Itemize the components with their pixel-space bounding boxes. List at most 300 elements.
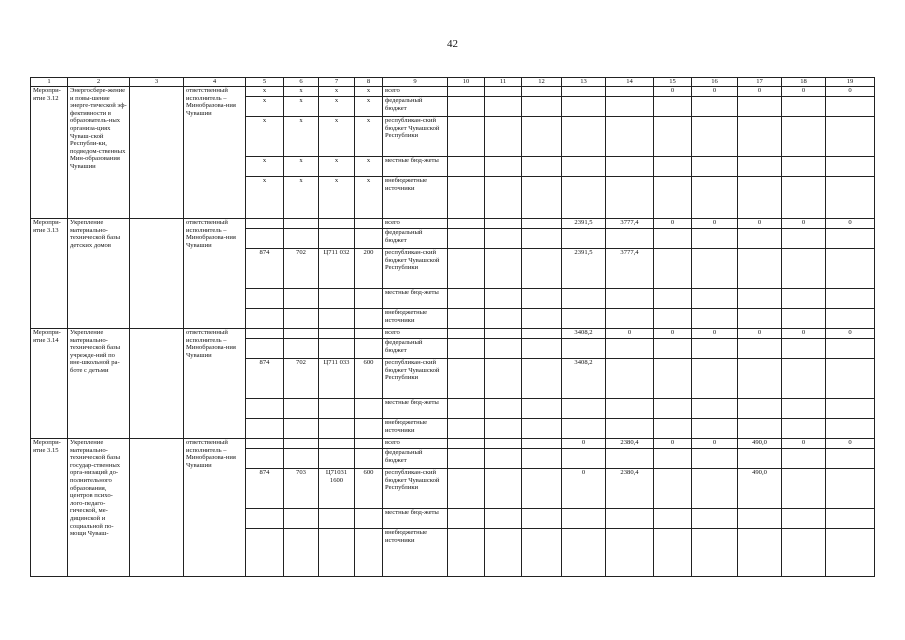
value-cell — [782, 97, 826, 117]
budget-code-cell — [284, 289, 319, 309]
budget-code-cell: x — [284, 87, 319, 97]
budget-code-cell: 874 — [246, 249, 284, 289]
budget-code-cell — [284, 399, 319, 419]
value-cell: 0 — [562, 469, 606, 509]
budget-code-cell: x — [246, 177, 284, 219]
value-cell — [485, 419, 522, 439]
budget-code-cell: 600 — [355, 469, 383, 509]
value-cell — [782, 419, 826, 439]
value-cell — [654, 177, 692, 219]
funding-source: федеральный бюджет — [383, 97, 448, 117]
funding-source: внебюджетные источники — [383, 177, 448, 219]
value-cell — [692, 529, 738, 577]
value-cell — [448, 177, 485, 219]
value-cell — [606, 289, 654, 309]
value-cell — [692, 449, 738, 469]
value-cell — [522, 339, 562, 359]
budget-code-cell — [246, 309, 284, 329]
funding-source: республикан-ский бюджет Чувашской Республики — [383, 469, 448, 509]
budget-code-cell — [355, 219, 383, 229]
value-cell — [522, 419, 562, 439]
value-cell — [448, 289, 485, 309]
value-cell — [562, 117, 606, 157]
budget-code-cell — [284, 339, 319, 359]
budget-code-cell — [355, 529, 383, 577]
value-cell — [738, 97, 782, 117]
column-number: 8 — [355, 78, 383, 87]
measure-id: Меропри-ятие 3.15 — [31, 439, 68, 577]
executor: ответственный исполнитель – Минобразова-ния Чувашии — [184, 439, 246, 577]
budget-code-cell — [246, 289, 284, 309]
budget-code-cell — [246, 439, 284, 449]
budget-code-cell — [319, 219, 355, 229]
value-cell — [654, 157, 692, 177]
value-cell — [522, 219, 562, 229]
value-cell — [448, 359, 485, 399]
funding-source: республикан-ский бюджет Чувашской Республики — [383, 359, 448, 399]
budget-code-cell: x — [319, 117, 355, 157]
value-cell — [485, 229, 522, 249]
measure-row — [31, 219, 875, 229]
budget-code-cell — [319, 419, 355, 439]
budget-code-cell — [355, 339, 383, 359]
value-cell — [826, 177, 875, 219]
budget-code-cell — [246, 399, 284, 419]
value-cell — [826, 97, 875, 117]
budget-code-cell — [284, 309, 319, 329]
value-cell — [692, 97, 738, 117]
value-cell — [485, 529, 522, 577]
value-cell — [826, 509, 875, 529]
column-number: 17 — [738, 78, 782, 87]
budget-code-cell: x — [319, 97, 355, 117]
value-cell: 0 — [562, 439, 606, 449]
budget-code-cell: x — [284, 117, 319, 157]
budget-code-cell — [319, 439, 355, 449]
budget-code-cell — [284, 509, 319, 529]
value-cell — [448, 117, 485, 157]
budget-code-cell: x — [319, 87, 355, 97]
column-number: 14 — [606, 78, 654, 87]
value-cell — [448, 329, 485, 339]
value-cell — [485, 97, 522, 117]
value-cell — [485, 309, 522, 329]
value-cell — [485, 439, 522, 449]
value-cell: 2380,4 — [606, 439, 654, 449]
value-cell — [562, 87, 606, 97]
budget-code-cell — [284, 439, 319, 449]
budget-code-cell — [319, 229, 355, 249]
budget-code-cell — [246, 419, 284, 439]
value-cell — [485, 177, 522, 219]
budget-code-cell — [319, 399, 355, 419]
value-cell — [692, 419, 738, 439]
budget-code-cell — [355, 289, 383, 309]
value-cell — [738, 339, 782, 359]
budget-code-cell — [355, 509, 383, 529]
funding-source: местные бюд-жеты — [383, 289, 448, 309]
value-cell — [826, 309, 875, 329]
value-cell — [782, 399, 826, 419]
value-cell — [606, 97, 654, 117]
value-cell — [692, 309, 738, 329]
budget-code-cell — [355, 449, 383, 469]
budget-code-cell: 702 — [284, 359, 319, 399]
value-cell — [522, 249, 562, 289]
value-cell — [562, 97, 606, 117]
value-cell — [826, 339, 875, 359]
value-cell — [692, 229, 738, 249]
column-number: 1 — [31, 78, 68, 87]
value-cell — [522, 177, 562, 219]
value-cell — [485, 399, 522, 419]
budget-code-cell — [319, 449, 355, 469]
value-cell — [606, 399, 654, 419]
value-cell: 0 — [826, 219, 875, 229]
budget-code-cell — [246, 509, 284, 529]
value-cell — [654, 117, 692, 157]
budget-code-cell: x — [355, 87, 383, 97]
value-cell — [606, 177, 654, 219]
value-cell — [606, 449, 654, 469]
value-cell — [448, 439, 485, 449]
value-cell — [738, 399, 782, 419]
budget-code-cell: Ц711 033 — [319, 359, 355, 399]
budget-code-cell — [284, 529, 319, 577]
column-number: 9 — [383, 78, 448, 87]
value-cell — [448, 469, 485, 509]
budget-code-cell — [355, 419, 383, 439]
budget-code-cell: x — [284, 97, 319, 117]
value-cell — [562, 177, 606, 219]
funding-source: федеральный бюджет — [383, 449, 448, 469]
value-cell — [522, 309, 562, 329]
value-cell — [738, 229, 782, 249]
value-cell — [606, 87, 654, 97]
budget-code-cell — [284, 219, 319, 229]
funding-source: внебюджетные источники — [383, 309, 448, 329]
value-cell: 2380,4 — [606, 469, 654, 509]
value-cell — [448, 449, 485, 469]
value-cell — [782, 359, 826, 399]
value-cell — [522, 157, 562, 177]
value-cell — [738, 449, 782, 469]
value-cell — [826, 157, 875, 177]
budget-code-cell — [355, 229, 383, 249]
value-cell — [522, 399, 562, 419]
measure-id: Меропри-ятие 3.12 — [31, 87, 68, 219]
value-cell — [448, 399, 485, 419]
measure-id: Меропри-ятие 3.13 — [31, 219, 68, 329]
value-cell — [826, 529, 875, 577]
value-cell: 0 — [654, 329, 692, 339]
value-cell — [826, 359, 875, 399]
budget-code-cell — [246, 229, 284, 249]
column-number: 7 — [319, 78, 355, 87]
value-cell — [606, 509, 654, 529]
column-number: 4 — [184, 78, 246, 87]
value-cell — [654, 419, 692, 439]
participants-cell — [130, 439, 184, 577]
value-cell — [485, 339, 522, 359]
funding-source: республикан-ский бюджет Чувашской Республики — [383, 249, 448, 289]
page-number: 42 — [447, 38, 458, 50]
executor: ответственный исполнитель – Минобразова-ния Чувашии — [184, 219, 246, 329]
value-cell — [826, 469, 875, 509]
value-cell — [606, 529, 654, 577]
value-cell: 0 — [692, 219, 738, 229]
value-cell — [522, 449, 562, 469]
budget-code-cell — [319, 339, 355, 359]
value-cell — [485, 289, 522, 309]
value-cell — [448, 229, 485, 249]
measure-id: Меропри-ятие 3.14 — [31, 329, 68, 439]
budget-code-cell: 600 — [355, 359, 383, 399]
measure-name: Укрепление материально-технической базы детских домов — [68, 219, 130, 329]
value-cell — [782, 449, 826, 469]
budget-code-cell: 702 — [284, 249, 319, 289]
value-cell — [522, 329, 562, 339]
value-cell — [448, 87, 485, 97]
value-cell — [738, 117, 782, 157]
budget-code-cell: x — [284, 177, 319, 219]
budget-code-cell: x — [355, 117, 383, 157]
value-cell — [738, 529, 782, 577]
column-number: 19 — [826, 78, 875, 87]
value-cell: 0 — [692, 87, 738, 97]
value-cell: 0 — [692, 329, 738, 339]
measure-name: Укрепление материально-технической базы учрежде-ний по вне-школьной ра-боте с детьми — [68, 329, 130, 439]
value-cell: 0 — [606, 329, 654, 339]
value-cell — [448, 509, 485, 529]
executor: ответственный исполнитель – Минобразова-ния Чувашии — [184, 329, 246, 439]
budget-code-cell: 874 — [246, 359, 284, 399]
value-cell — [826, 419, 875, 439]
column-number: 15 — [654, 78, 692, 87]
value-cell — [738, 419, 782, 439]
value-cell — [485, 249, 522, 289]
budget-code-cell — [355, 439, 383, 449]
value-cell — [738, 177, 782, 219]
column-number: 11 — [485, 78, 522, 87]
value-cell — [692, 289, 738, 309]
funding-source: местные бюд-жеты — [383, 399, 448, 419]
value-cell: 3777,4 — [606, 219, 654, 229]
measure-name: Энергосбере-жение и повы-шение энерге-тической эф-фективности в образователь-ных организа-циях Чуваш-ской Республи-ки, подведом-ственных Мин-образования Чувашии — [68, 87, 130, 219]
value-cell: 3408,2 — [562, 329, 606, 339]
funding-source: федеральный бюджет — [383, 229, 448, 249]
value-cell — [448, 529, 485, 577]
value-cell — [606, 117, 654, 157]
value-cell — [654, 97, 692, 117]
budget-code-cell: x — [246, 97, 284, 117]
budget-code-cell — [319, 529, 355, 577]
column-number: 10 — [448, 78, 485, 87]
value-cell — [562, 509, 606, 529]
value-cell — [606, 339, 654, 359]
program-table — [30, 77, 875, 577]
value-cell — [782, 177, 826, 219]
value-cell — [562, 339, 606, 359]
budget-code-cell — [246, 339, 284, 359]
budget-code-cell — [246, 529, 284, 577]
value-cell — [448, 219, 485, 229]
value-cell — [738, 359, 782, 399]
budget-code-cell — [319, 309, 355, 329]
value-cell — [485, 157, 522, 177]
budget-code-cell — [246, 449, 284, 469]
value-cell: 0 — [654, 219, 692, 229]
value-cell — [692, 399, 738, 419]
value-cell — [826, 399, 875, 419]
budget-code-cell — [355, 329, 383, 339]
budget-code-cell: x — [319, 157, 355, 177]
value-cell — [654, 249, 692, 289]
value-cell: 3777,4 — [606, 249, 654, 289]
budget-code-cell: x — [355, 157, 383, 177]
value-cell: 3408,2 — [562, 359, 606, 399]
value-cell — [826, 229, 875, 249]
value-cell: 0 — [782, 219, 826, 229]
budget-code-cell — [284, 419, 319, 439]
executor: ответственный исполнитель – Минобразова-ния Чувашии — [184, 87, 246, 219]
value-cell: 0 — [782, 329, 826, 339]
funding-source: внебюджетные источники — [383, 419, 448, 439]
value-cell — [562, 289, 606, 309]
value-cell — [654, 309, 692, 329]
value-cell — [448, 97, 485, 117]
budget-code-cell — [355, 399, 383, 419]
funding-source: местные бюд-жеты — [383, 509, 448, 529]
participants-cell — [130, 219, 184, 329]
funding-source: всего — [383, 439, 448, 449]
value-cell — [562, 419, 606, 439]
value-cell — [485, 449, 522, 469]
value-cell — [485, 359, 522, 399]
value-cell — [692, 157, 738, 177]
budget-code-cell: Ц711 032 — [319, 249, 355, 289]
value-cell: 0 — [826, 329, 875, 339]
value-cell — [782, 309, 826, 329]
column-number: 16 — [692, 78, 738, 87]
funding-source: федеральный бюджет — [383, 339, 448, 359]
value-cell — [782, 249, 826, 289]
budget-code-cell — [284, 329, 319, 339]
value-cell — [562, 229, 606, 249]
column-number: 5 — [246, 78, 284, 87]
value-cell — [692, 469, 738, 509]
value-cell — [562, 309, 606, 329]
value-cell — [522, 439, 562, 449]
value-cell: 490,0 — [738, 439, 782, 449]
value-cell — [485, 219, 522, 229]
value-cell — [738, 289, 782, 309]
value-cell — [782, 117, 826, 157]
value-cell: 2391,5 — [562, 219, 606, 229]
value-cell — [738, 509, 782, 529]
budget-code-cell: x — [319, 177, 355, 219]
budget-code-cell — [355, 309, 383, 329]
value-cell: 0 — [692, 439, 738, 449]
value-cell — [606, 359, 654, 399]
value-cell — [562, 529, 606, 577]
budget-code-cell — [246, 329, 284, 339]
value-cell — [522, 359, 562, 399]
funding-source: внебюджетные источники — [383, 529, 448, 577]
budget-code-cell — [246, 219, 284, 229]
value-cell — [522, 289, 562, 309]
value-cell — [562, 157, 606, 177]
budget-code-cell: x — [355, 97, 383, 117]
budget-code-cell — [319, 509, 355, 529]
value-cell — [826, 289, 875, 309]
value-cell — [522, 529, 562, 577]
value-cell — [826, 449, 875, 469]
value-cell — [738, 249, 782, 289]
value-cell — [826, 117, 875, 157]
value-cell — [654, 359, 692, 399]
value-cell — [522, 87, 562, 97]
value-cell — [448, 339, 485, 359]
value-cell — [654, 449, 692, 469]
value-cell — [485, 469, 522, 509]
column-number: 6 — [284, 78, 319, 87]
budget-code-cell: 874 — [246, 469, 284, 509]
value-cell: 2391,5 — [562, 249, 606, 289]
column-number: 13 — [562, 78, 606, 87]
column-number: 2 — [68, 78, 130, 87]
value-cell: 0 — [782, 87, 826, 97]
value-cell — [738, 157, 782, 177]
value-cell: 0 — [654, 439, 692, 449]
value-cell — [654, 469, 692, 509]
value-cell: 490,0 — [738, 469, 782, 509]
value-cell — [522, 469, 562, 509]
column-number: 12 — [522, 78, 562, 87]
value-cell — [782, 529, 826, 577]
value-cell — [654, 229, 692, 249]
value-cell — [562, 449, 606, 469]
value-cell — [562, 399, 606, 419]
value-cell — [522, 229, 562, 249]
budget-code-cell: x — [284, 157, 319, 177]
value-cell — [654, 399, 692, 419]
value-cell — [606, 309, 654, 329]
value-cell: 0 — [738, 329, 782, 339]
funding-source: всего — [383, 87, 448, 97]
value-cell — [522, 509, 562, 529]
value-cell — [448, 309, 485, 329]
funding-source: всего — [383, 329, 448, 339]
value-cell — [654, 339, 692, 359]
value-cell — [782, 289, 826, 309]
value-cell — [782, 469, 826, 509]
budget-code-cell — [284, 449, 319, 469]
value-cell — [692, 339, 738, 359]
column-number: 18 — [782, 78, 826, 87]
participants-cell — [130, 87, 184, 219]
value-cell — [448, 157, 485, 177]
value-cell — [606, 157, 654, 177]
budget-code-cell: 200 — [355, 249, 383, 289]
budget-code-cell — [319, 329, 355, 339]
value-cell — [782, 509, 826, 529]
measure-row — [31, 439, 875, 449]
budget-code-cell: x — [246, 117, 284, 157]
value-cell — [692, 249, 738, 289]
value-cell — [448, 249, 485, 289]
value-cell — [448, 419, 485, 439]
